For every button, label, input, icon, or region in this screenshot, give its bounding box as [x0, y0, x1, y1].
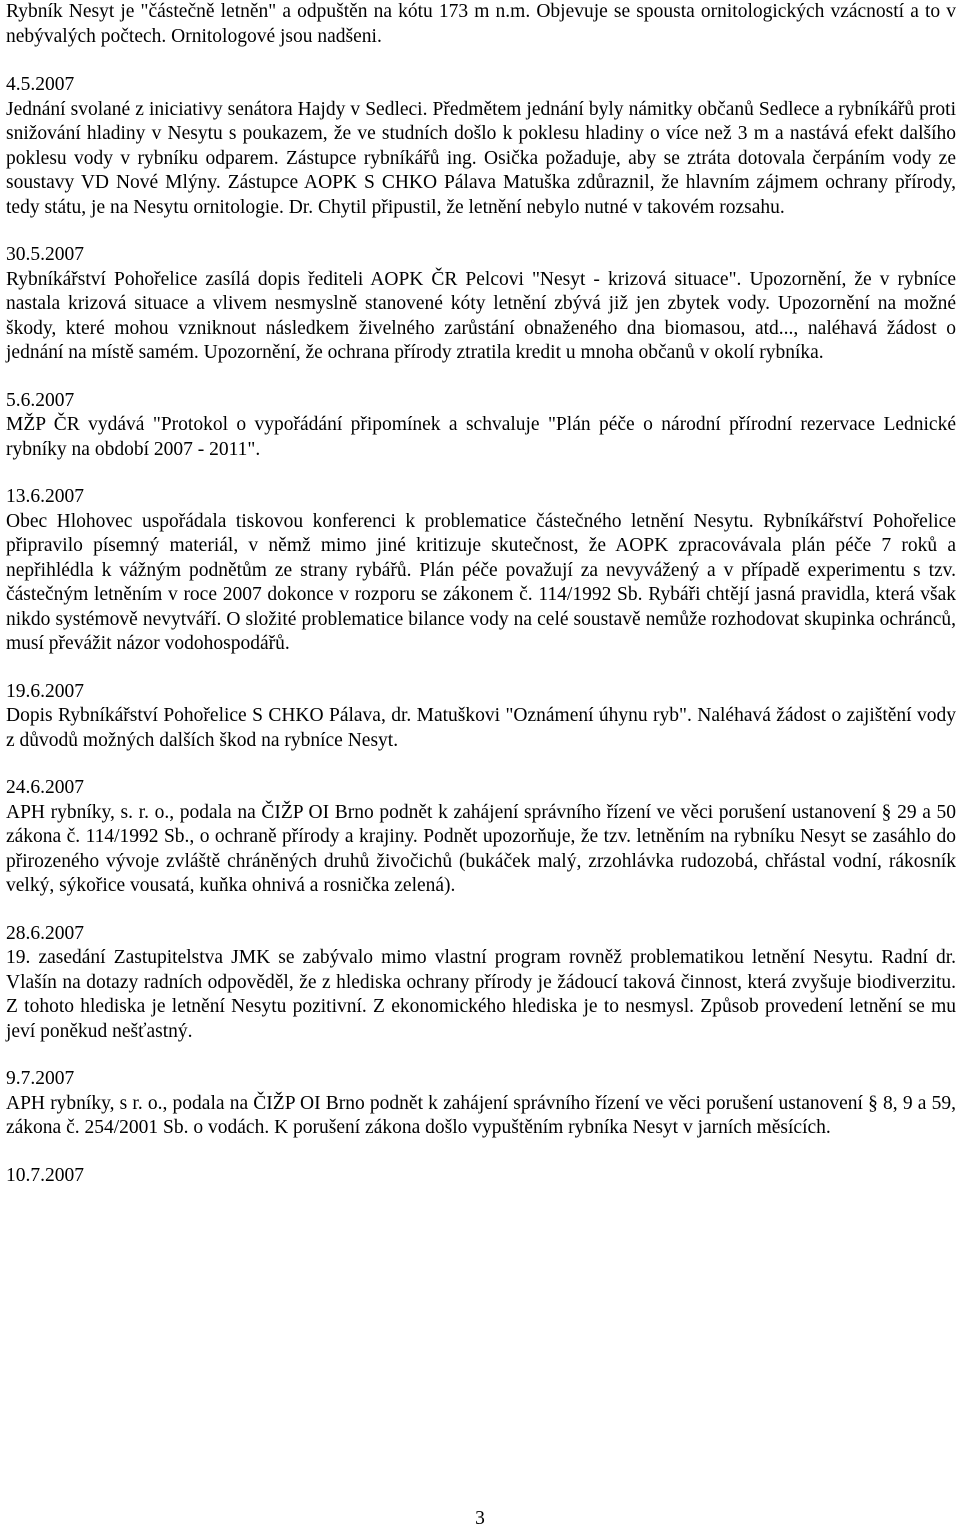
entry-text: APH rybníky, s r. o., podala na ČIŽP OI Brno podnět k zahájení správního řízení ve věci porušení ustanovení § 8, 9 a 59, zákona č. 254/2001 Sb. o vodách. K porušení zákona došlo vypuštěním rybníka Nesyt v jarních měsících.	[6, 1092, 956, 1138]
entry-date: 24.6.2007	[6, 777, 84, 798]
intro-text: Rybník Nesyt je "částečně letněn" a odpuštěn na kótu 173 m n.m. Objevuje se spousta ornitologických vzácností a to v nebývalých počtech. Ornitologové jsou nadšeni.	[6, 1, 956, 47]
entry	[6, 1164, 956, 1189]
entry-text: MŽP ČR vydává "Protokol o vypořádání připomínek a schvaluje "Plán péče o národní přírodní rezervace Lednické rybníky na období 2007 - 2011".	[6, 414, 956, 460]
entry-text: 19. zasedání Zastupitelstva JMK se zabývalo mimo vlastní program rovněž problematikou letnění Nesytu. Radní dr. Vlašín na dotazy radních odpověděl, že z hlediska ochrany přírody je žádoucí taková činnost, která zvyšuje biodiverzitu. Z tohoto hlediska je letnění Nesytu pozitivní. Z ekonomického hlediska je to nesmysl. Způsob provedení letnění se mu jeví poněkud nešťastný.	[6, 947, 956, 1042]
entry-text: Předmětem jednání byly námitky občanů Sedlece a rybníkářů proti snižování hladiny v Nesytu s poukazem, že ve studních došlo k poklesu hladiny o více než 3 m a nastává efekt dalšího poklesu vody v rybníku odparem. Zástupce rybníkářů ing. Osička požaduje, aby se ztráta dotovala čerpáním vody ze soustavy VD Nové Mlýny. Zástupce AOPK S CHKO Pálava Matuška zdůraznil, že hlavním zájmem ochrany přírody, tedy státu, je na Nesytu ornitologie. Dr. Chytil připustil, že letnění nebylo nutné v takovém rozsahu.	[6, 98, 956, 218]
entry-date: 9.7.2007	[6, 1068, 75, 1089]
entry	[6, 922, 956, 1045]
document-page	[6, 0, 956, 1211]
entry-date: 13.6.2007	[6, 486, 84, 507]
page-number: 3	[475, 1508, 485, 1529]
entry-text: Rybníkářství Pohořelice zasílá dopis řediteli AOPK ČR Pelcovi "Nesyt - krizová situace". Upozornění, že v rybníce nastala krizová situace a vlivem nesmyslně stanovené kóty letnění zbývá již jen zbytek vody. Upozornění na možné škody, které mohou vzniknout následkem živelného zarůstání obnaženého dna biomasou, atd..., naléhavá žádost o jednání na místě samém. Upozornění, že ochrana přírody ztratila kredit u mnoha občanů v okolí rybníka.	[6, 268, 956, 363]
entry-heading: Jednání svolané z iniciativy senátora Hajdy v Sedleci.	[6, 98, 433, 120]
entry-date: 28.6.2007	[6, 922, 84, 944]
entry	[6, 243, 956, 366]
entry-text: APH rybníky, s. r. o., podala na ČIŽP OI Brno podnět k zahájení správního řízení ve věci porušení ustanovení § 29 a 50 zákona č. 114/1992 Sb., o ochraně přírody a krajiny. Podnět upozorňuje, že tzv. letněním na rybníku Nesyt se zasáhlo do přirozeného vývoje zvláště chráněných druhů živočichů (bukáček malý, zrzohlávka rudozobá, chřástal vodní, rákosník velký, sýkořice vousatá, kuňka ohnivá a rosnička zelená).	[6, 801, 956, 896]
entry-text: Obec Hlohovec uspořádala tiskovou konferenci k problematice částečného letnění Nesytu. Rybníkářství Pohořelice připravilo písemný materiál, v němž mimo jiné kritizuje skutečnost, že AOPK zpracovávala plán péče 7 roků a nepřihlédla k vážným podnětům ze strany rybářů. Plán péče považují za nevyvážený a v případě experimentu s tzv. částečným letněním v roce 2007 dokonce v rozporu se zákonem č. 114/1992 Sb. Rybáři chtějí jasná pravidla, která však nikdo systémově nevytváří. O složité problematice bilance vody na celé soustavě nemůže rozhodovat skupinka ochránců, musí převážit názor vodohospodářů.	[6, 510, 956, 654]
entry-text: Dopis Rybníkářství Pohořelice S CHKO Pálava, dr. Matuškovi "Oznámení úhynu ryb". Naléhavá žádost o zajištění vody z důvodů možných dalších škod na rybníce Nesyt.	[6, 705, 956, 751]
entry-date: 30.5.2007	[6, 244, 84, 265]
entry-date: 4.5.2007	[6, 74, 75, 95]
entry-date: 19.6.2007	[6, 680, 84, 702]
entry	[6, 776, 956, 899]
entry	[6, 485, 956, 657]
entry-date: 5.6.2007	[6, 389, 75, 411]
entry	[6, 389, 956, 463]
intro-paragraph	[6, 0, 956, 49]
entry	[6, 1067, 956, 1141]
entry-date: 10.7.2007	[6, 1164, 84, 1186]
entry	[6, 680, 956, 754]
entry	[6, 73, 956, 220]
